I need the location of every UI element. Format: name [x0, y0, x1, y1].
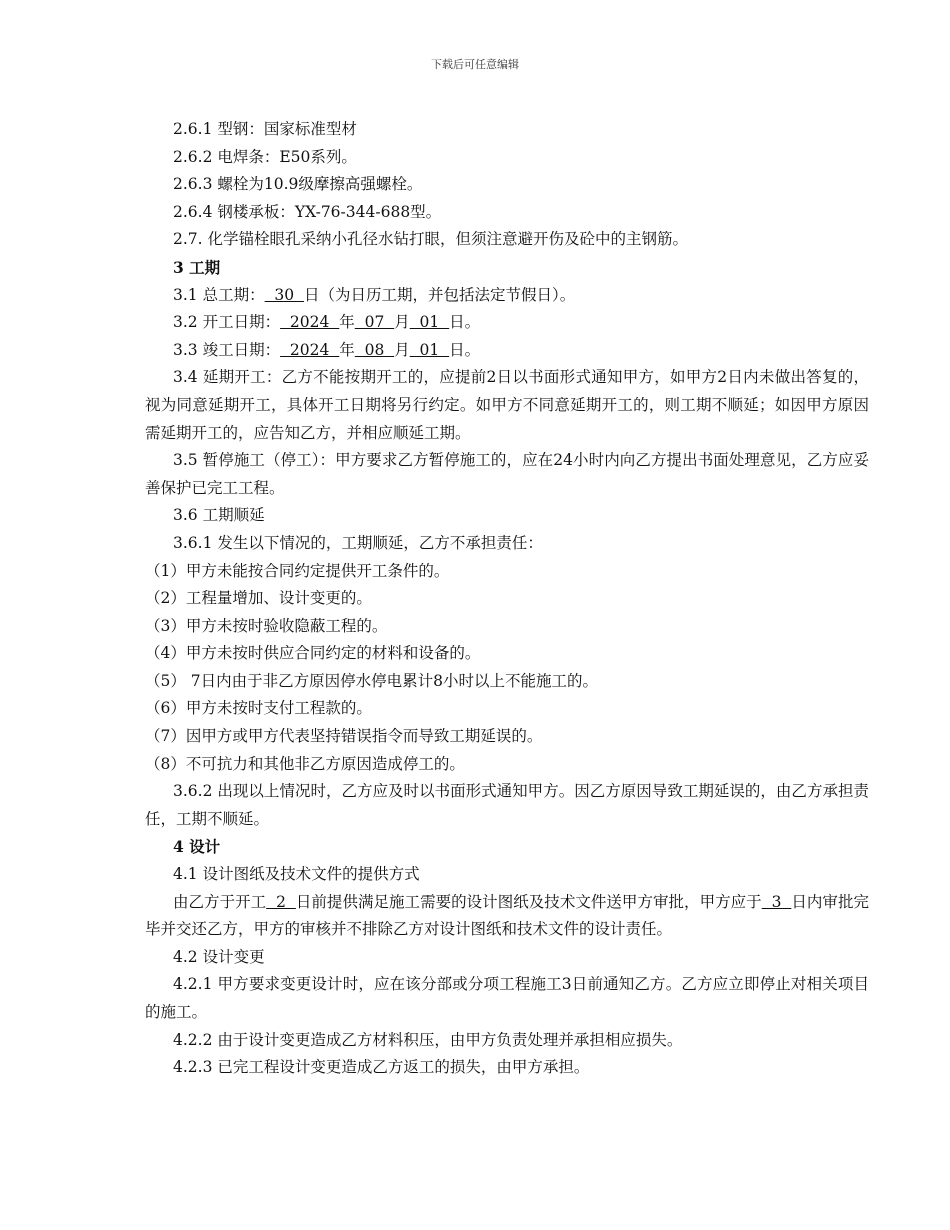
list-item: （1）甲方未能按合同约定提供开工条件的。: [145, 561, 450, 580]
clause-3-2-label: 3.2 开工日期：: [173, 313, 281, 332]
clause-4-2-2: 4.2.2 由于设计变更造成乙方材料积压，由甲方负责处理并承担相应损失。: [173, 1030, 683, 1049]
end-day-field: 01: [409, 340, 450, 359]
section-3-heading: 3 工期: [173, 257, 221, 277]
clause-3-6-1: 3.6.1 发生以下情况的，工期顺延，乙方不承担责任：: [173, 533, 543, 552]
end-year-field: 2024: [280, 340, 340, 359]
list-item: （7）因甲方或甲方代表坚持错误指令而导致工期延误的。: [145, 727, 543, 746]
document-body: [145, 116, 869, 1082]
clause-3-5: 3.5 暂停施工（停工）：甲方要求乙方暂停施工的，应在24小时内向乙方提出书面处理意见，乙方应妥善保护已完工工程。: [145, 451, 869, 497]
clause-4-1-text-b: 日前提供满足施工需要的设计图纸及技术文件送甲方审批，甲方应于: [295, 892, 762, 911]
clause-3-3-label: 3.3 竣工日期：: [173, 340, 281, 359]
start-year-field: 2024: [280, 313, 340, 332]
design-days-field: 2: [266, 892, 296, 911]
month-unit: 月: [394, 313, 410, 332]
clause-4-1: 4.1 设计图纸及技术文件的提供方式: [173, 865, 420, 884]
clause-2-7: 2.7. 化学锚栓眼孔采纳小孔径水钻打眼，但须注意避开伤及砼中的主钢筋。: [173, 230, 689, 249]
list-item: （3）甲方未按时验收隐蔽工程的。: [145, 616, 388, 635]
clause-3-3: [145, 337, 869, 365]
end-month-field: 08: [354, 340, 395, 359]
clause-2-6-4: 2.6.4 钢楼承板：YX-76-344-688型。: [173, 202, 442, 221]
list-item: （6）甲方未按时支付工程款的。: [145, 699, 372, 718]
review-days-field: 3: [761, 892, 792, 911]
clause-4-1-text-a: 由乙方于开工: [173, 892, 267, 911]
clause-3-2: [145, 309, 869, 337]
clause-4-1-body: [145, 889, 869, 944]
year-unit: 年: [339, 313, 355, 332]
clause-3-6: 3.6 工期顺延: [173, 506, 265, 525]
day-unit: 日。: [449, 313, 481, 332]
clause-2-6-2: 2.6.2 电焊条：E50系列。: [173, 147, 357, 166]
clause-3-6-2: 3.6.2 出现以上情况时，乙方应及时以书面形式通知甲方。因乙方原因导致工期延误的，由乙方承担责任，工期不顺延。: [145, 782, 869, 828]
year-unit: 年: [339, 340, 355, 359]
month-unit: 月: [394, 340, 410, 359]
list-item: （2）工程量增加、设计变更的。: [145, 589, 372, 608]
clause-2-6-1: 2.6.1 型钢：国家标准型材: [173, 120, 357, 138]
clause-4-2-3: 4.2.3 已完工程设计变更造成乙方返工的损失，由甲方承担。: [173, 1058, 590, 1077]
clause-3-4: 3.4 延期开工：乙方不能按期开工的，应提前2日以书面形式通知甲方，如甲方2日内未做出答复的，视为同意延期开工，具体开工日期将另行约定。如甲方不同意延期开工的，则工期不顺延；如因甲方原因需延期开工的，应告知乙方，并相应顺延工期。: [145, 368, 869, 442]
list-item: （8）不可抗力和其他非乙方原因造成停工的。: [145, 754, 465, 773]
page-header: 下载后可任意编辑: [431, 58, 519, 71]
clause-3-1-label: 3.1 总工期：: [173, 285, 265, 304]
total-days-field: 30: [264, 285, 305, 304]
start-month-field: 07: [354, 313, 395, 332]
clause-4-2-1: 4.2.1 甲方要求变更设计时，应在该分部或分项工程施工3日前通知乙方。乙方应立即停止对相关项目的施工。: [145, 975, 869, 1021]
clause-2-6-3: 2.6.3 螺栓为10.9级摩擦高强螺栓。: [173, 175, 423, 194]
clause-4-1-text-c: 日内审批完毕并交还乙方，甲方的审核并不排除乙方对设计图纸和技术文件的设计责任。: [145, 892, 869, 939]
clause-3-1-text: 日（为日历工期，并包括法定节假日）。: [304, 285, 576, 304]
list-item: （4）甲方未按时供应合同约定的材料和设备的。: [145, 644, 481, 663]
clause-3-1: [145, 282, 869, 310]
start-day-field: 01: [409, 313, 450, 332]
list-item: （5） 7日内由于非乙方原因停水停电累计8小时以上不能施工的。: [145, 671, 599, 690]
clause-4-2: 4.2 设计变更: [173, 947, 265, 966]
day-unit: 日。: [449, 340, 481, 359]
section-4-heading: 4 设计: [173, 837, 221, 857]
